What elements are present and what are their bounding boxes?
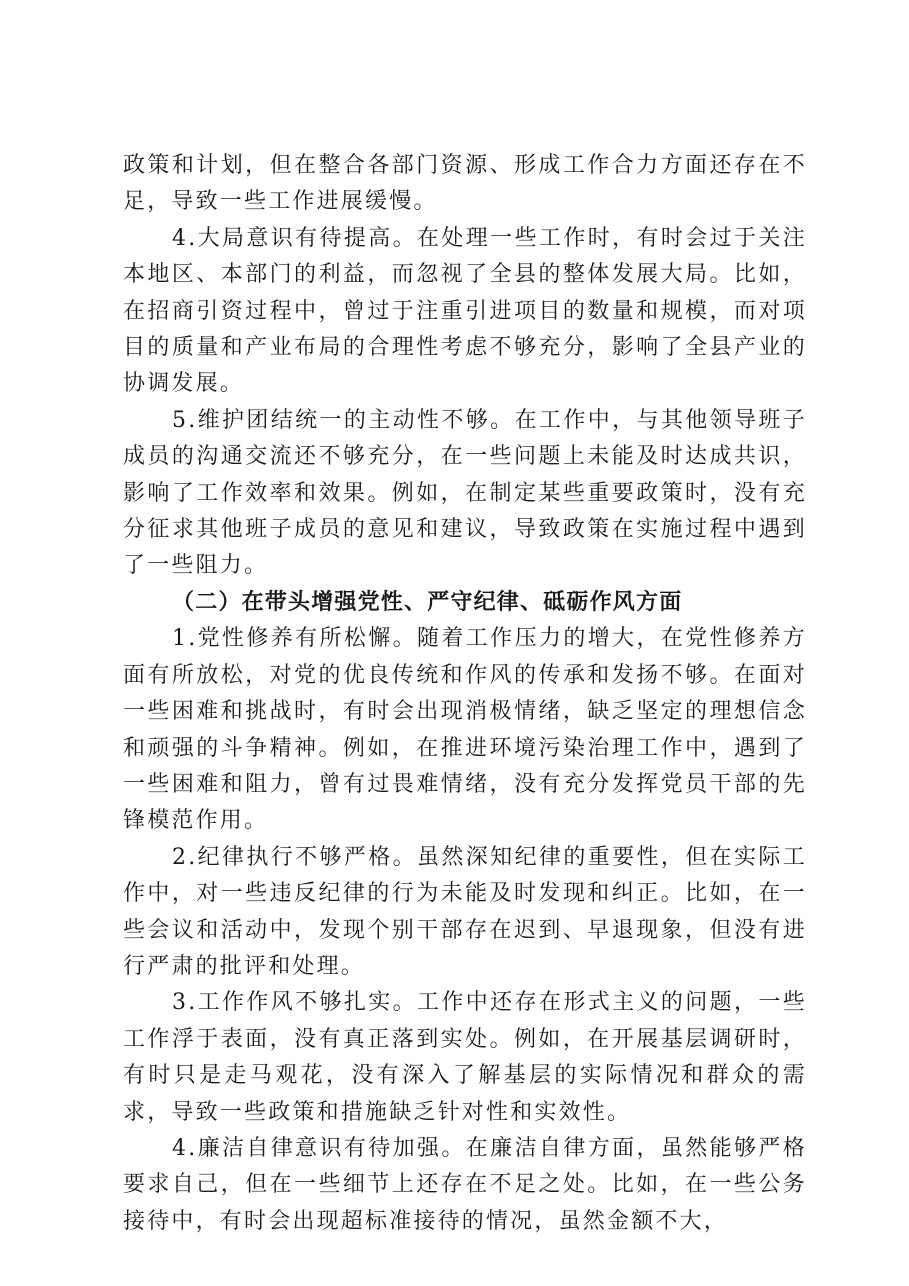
paragraph-item-4-integrity: 4.廉洁自律意识有待加强。在廉洁自律方面，虽然能够严格要求自己，但在一些细节上还存在不足之处。比如，在一些公务接待中，有时会出现超标准接待的情况，虽然金额不大，: [123, 1135, 807, 1234]
paragraph-item-3-work-style: 3.工作作风不够扎实。工作中还存在形式主义的问题，一些工作浮于表面，没有真正落到实处。例如，在开展基层调研时，有时只是走马观花，没有深入了解基层的实际情况和群众的需求，导致一些政策和措施缺乏针对性和实效性。: [123, 990, 807, 1125]
paragraph-item-5-unity: 5.维护团结统一的主动性不够。在工作中，与其他领导班子成员的沟通交流还不够充分，在一些问题上未能及时达成共识，影响了工作效率和效果。例如，在制定某些重要政策时，没有充分征求其他班子成员的意见和建议，导致政策在实施过程中遇到了一些阻力。: [123, 407, 807, 579]
paragraph-item-4-overall-awareness: 4.大局意识有待提高。在处理一些工作时，有时会过于关注本地区、本部门的利益，而忽视了全县的整体发展大局。比如，在招商引资过程中，曾过于注重引进项目的数量和规模，而对项目的质量和产业布局的合理性考虑不够充分，影响了全县产业的协调发展。: [123, 225, 807, 397]
paragraph-item-2-discipline: 2.纪律执行不够严格。虽然深知纪律的重要性，但在实际工作中，对一些违反纪律的行为未能及时发现和纠正。比如，在一些会议和活动中，发现个别干部存在迟到、早退现象，但没有进行严肃的批评和处理。: [123, 844, 807, 979]
section-heading: （二）在带头增强党性、严守纪律、砥砺作风方面: [172, 589, 683, 615]
paragraph-continuation: 政策和计划，但在整合各部门资源、形成工作合力方面还存在不足，导致一些工作进展缓慢。: [123, 153, 807, 215]
paragraph-item-1-party-spirit: 1.党性修养有所松懈。随着工作压力的增大，在党性修养方面有所放松，对党的优良传统和作风的传承和发扬不够。在面对一些困难和挑战时，有时会出现消极情绪，缺乏坚定的理想信念和顽强的斗争精神。例如，在推进环境污染治理工作中，遇到了一些困难和阻力，曾有过畏难情绪，没有充分发挥党员干部的先锋模范作用。: [123, 626, 807, 834]
document-body: [123, 148, 807, 1240]
